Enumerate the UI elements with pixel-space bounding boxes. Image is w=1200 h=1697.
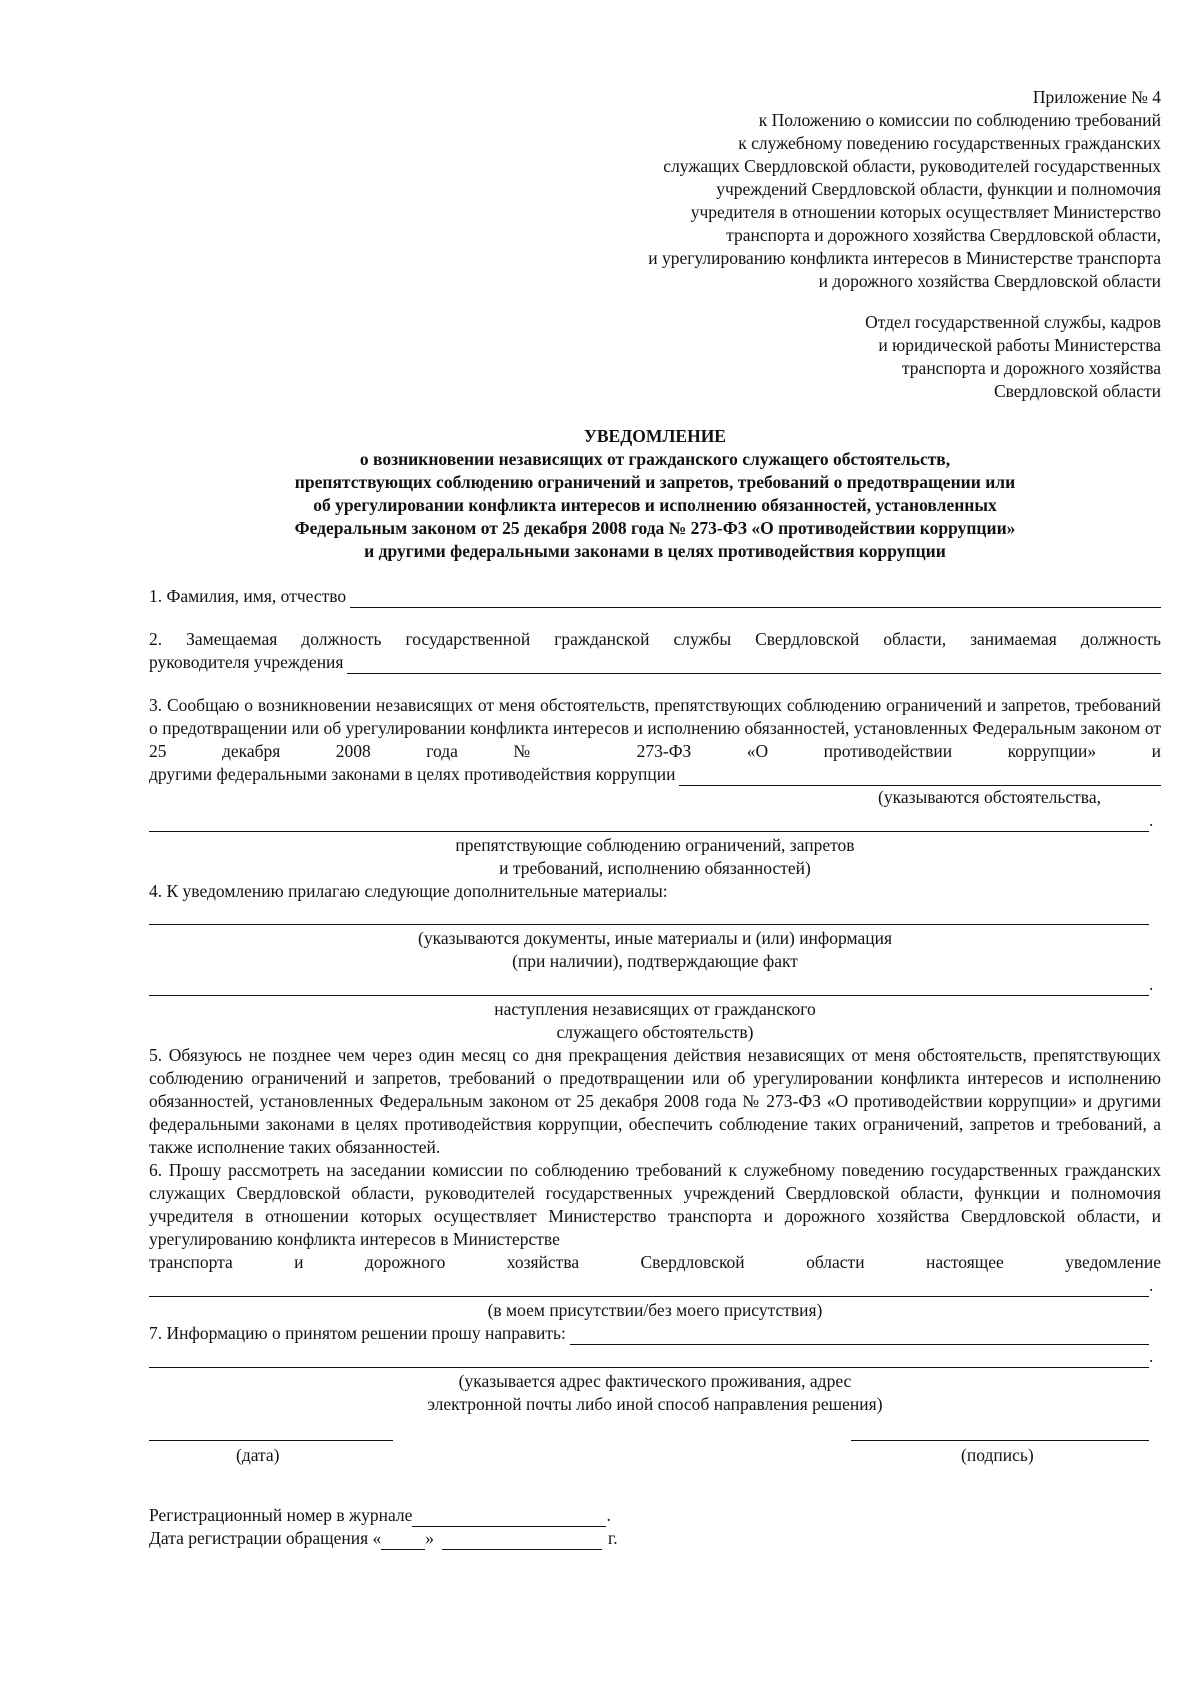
appendix-header xyxy=(149,86,1161,293)
signature-label: (подпись) xyxy=(961,1445,1034,1465)
period: . xyxy=(1149,810,1154,830)
delivery-line-row xyxy=(149,1345,1161,1368)
title-sub-line: о возникновении независящих от гражданского служащего обстоятельств, xyxy=(359,449,951,469)
date-line[interactable] xyxy=(149,1440,393,1441)
title-sub-line: препятствующих соблюдению ограничений и запретов, требований о предотвращении или xyxy=(294,472,1016,492)
hint: (в моем присутствии/без моего присутствия) xyxy=(487,1300,823,1320)
item-6-last: транспорта и дорожного хозяйства Свердловской области настоящее уведомление xyxy=(149,1252,1161,1272)
circumstances-line[interactable] xyxy=(149,813,1149,832)
period: . xyxy=(1149,1275,1154,1295)
title-sub-line: об урегулировании конфликта интересов и исполнению обязанностей, установленных xyxy=(313,495,997,515)
circumstances-line-row xyxy=(149,809,1161,832)
hint: (указываются обстоятельства, xyxy=(878,787,1101,807)
hint: (указывается адрес фактического проживания, адрес xyxy=(458,1371,852,1391)
hint: служащего обстоятельств) xyxy=(556,1022,754,1042)
hint: электронной почты либо иной способ направления решения) xyxy=(427,1394,883,1414)
reg-date-end: г. xyxy=(608,1528,618,1548)
hint: и требований, исполнению обязанностей) xyxy=(499,858,811,878)
full-name-field[interactable] xyxy=(350,589,1161,608)
item-7-row xyxy=(149,1322,1161,1345)
title-sub-line: Федеральным законом от 25 декабря 2008 года № 273-ФЗ «О противодействии коррупции» xyxy=(294,518,1016,538)
addressee-line: Свердловской области xyxy=(993,381,1161,401)
document-content xyxy=(149,86,1161,1550)
hint: препятствующие соблюдению ограничений, запретов xyxy=(455,835,855,855)
item-4-text: 4. К уведомлению прилагаю следующие дополнительные материалы: xyxy=(149,881,668,901)
item-5-text: 5. Обязуюсь не позднее чем через один месяц со дня прекращения действия независящих от меня обстоятельств, препятствующих соблюдению ограничений и запретов, требований о предотвращении или об урегулировании конфликта интересов и исполнению обязанностей, установленных Федеральным законом от 25 декабря 2008 года № 273-ФЗ «О противодействии коррупции» и другими федеральными законами в целях противодействия коррупции, обеспечить соблюдение таких ограничений, запретов и требований, а также исполнение таких обязанностей. xyxy=(149,1045,1161,1157)
header-line: служащих Свердловской области, руководителей государственных xyxy=(663,156,1161,176)
item-3-row xyxy=(149,763,1161,786)
item-3 xyxy=(149,694,1161,880)
item-2-row xyxy=(149,651,1161,674)
period: . xyxy=(1149,1346,1154,1366)
period: . xyxy=(1149,974,1154,994)
reg-number-label: Регистрационный номер в журнале xyxy=(149,1505,413,1525)
presence-line-row xyxy=(149,1274,1161,1297)
period: . xyxy=(606,1505,611,1525)
addressee-line: Отдел государственной службы, кадров xyxy=(865,312,1161,332)
item-7 xyxy=(149,1322,1161,1416)
header-line: к служебному поведению государственных гражданских xyxy=(738,133,1161,153)
item-1-label: 1. Фамилия, имя, отчество xyxy=(149,586,347,606)
reg-date-mid: » xyxy=(425,1528,435,1548)
position-field[interactable] xyxy=(347,655,1161,674)
document-title xyxy=(149,425,1161,563)
item-6 xyxy=(149,1159,1161,1322)
addressee-line: транспорта и дорожного хозяйства xyxy=(901,358,1161,378)
reg-month-field[interactable] xyxy=(442,1531,602,1550)
delivery-line[interactable] xyxy=(149,1349,1149,1368)
item-4 xyxy=(149,880,1161,1044)
item-3-tail: другими федеральными законами в целях противодействия коррупции xyxy=(149,764,676,784)
title-sub-line: и другими федеральными законами в целях противодействия коррупции xyxy=(364,541,946,561)
header-line: учредителя в отношении которых осуществляет Министерство xyxy=(690,202,1161,222)
hint: (указываются документы, иные материалы и (или) информация xyxy=(418,928,892,948)
header-line: к Положению о комиссии по соблюдению требований xyxy=(758,110,1161,130)
materials-line[interactable] xyxy=(149,977,1149,996)
reg-number-row xyxy=(149,1504,669,1527)
item-6-text: 6. Прошу рассмотреть на заседании комиссии по соблюдению требований к служебному поведению государственных гражданских служащих Свердловской области, руководителей государственных учреждений Свердловской области, функции и полномочия учредителя в отношении которых осуществляет Министерство транспорта и дорожного хозяйства Свердловской области, и урегулированию конфликта интересов в Министерстве xyxy=(149,1160,1161,1249)
header-line: учреждений Свердловской области, функции и полномочия xyxy=(716,179,1161,199)
addressee-block xyxy=(149,311,1161,403)
item-3-text: 3. Сообщаю о возникновении независящих от меня обстоятельств, препятствующих соблюдению ограничений и запретов, требований о предотвращении или об урегулировании конфликта интересов и исполнению обязанностей, установленных Федеральным законом от 25 декабря 2008 года № 273-ФЗ «О противодействии коррупции» и xyxy=(149,695,1161,761)
appendix-number: Приложение № 4 xyxy=(1032,87,1161,107)
title-main: УВЕДОМЛЕНИЕ xyxy=(584,426,726,446)
header-line: и урегулированию конфликта интересов в Министерстве транспорта xyxy=(648,248,1161,268)
hint: (при наличии), подтверждающие факт xyxy=(512,951,798,971)
reg-day-field[interactable] xyxy=(381,1531,425,1550)
date-label: (дата) xyxy=(236,1445,280,1465)
reg-date-row xyxy=(149,1527,1161,1550)
header-line: и дорожного хозяйства Свердловской области xyxy=(818,271,1161,291)
reg-number-field[interactable] xyxy=(412,1508,606,1527)
signature-line[interactable] xyxy=(851,1440,1149,1441)
materials-line-row xyxy=(149,973,1161,996)
delivery-field[interactable] xyxy=(570,1326,1149,1345)
item-2-tail: руководителя учреждения xyxy=(149,652,344,672)
header-line: транспорта и дорожного хозяйства Свердловской области, xyxy=(726,225,1161,245)
presence-line[interactable] xyxy=(149,1278,1149,1297)
item-7-label: 7. Информацию о принятом решении прошу направить: xyxy=(149,1323,566,1343)
circumstances-field[interactable] xyxy=(679,767,1161,786)
item-2-text: 2. Замещаемая должность государственной гражданской службы Свердловской области, занимаемая должность xyxy=(149,629,1161,649)
materials-line[interactable] xyxy=(149,906,1149,925)
signature-block xyxy=(149,1434,1161,1494)
addressee-line: и юридической работы Министерства xyxy=(878,335,1161,355)
registration-block xyxy=(149,1504,1161,1550)
item-2 xyxy=(149,628,1161,674)
reg-date-label: Дата регистрации обращения « xyxy=(149,1528,382,1548)
hint: наступления независящих от гражданского xyxy=(494,999,816,1019)
materials-line-row xyxy=(149,903,1161,925)
item-1 xyxy=(149,585,1161,608)
